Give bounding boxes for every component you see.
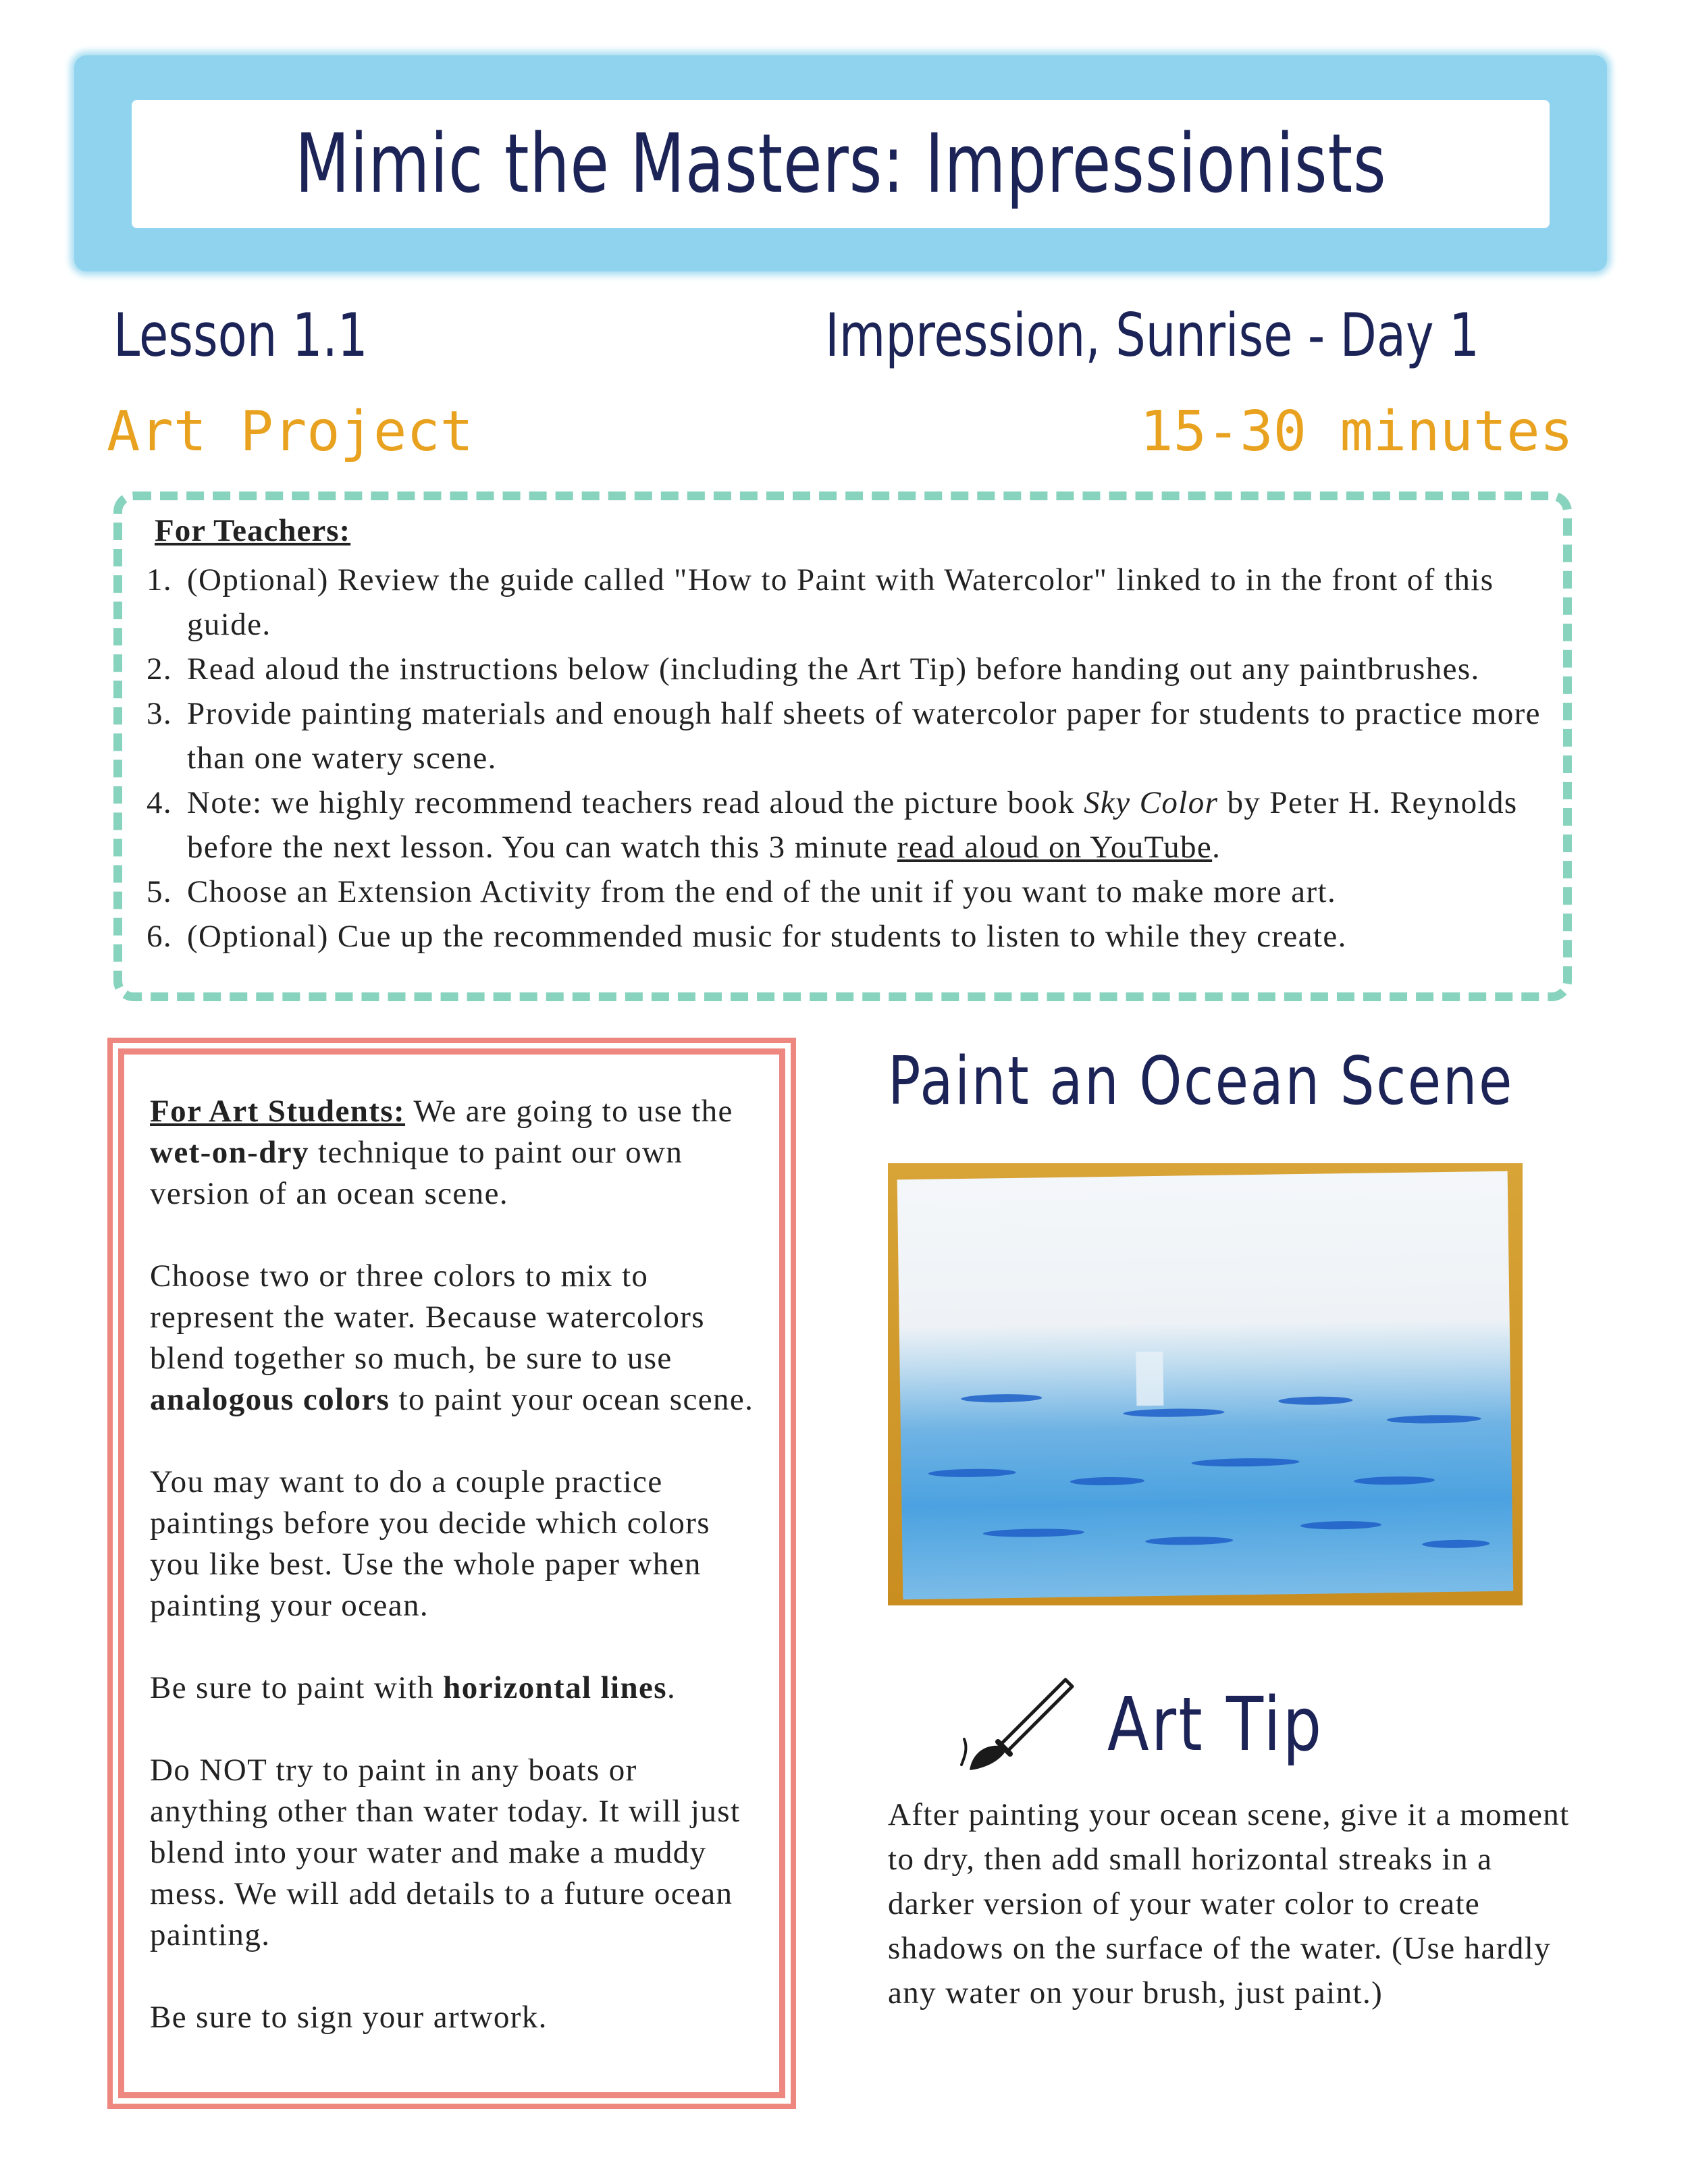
students-paragraph: You may want to do a couple practice paintings before you decide which colors you like best. Use the whole paper when painting your ocean.: [150, 1464, 710, 1623]
students-paragraph: For Art Students: We are going to use the wet-on-dry technique to paint our own version of an ocean scene.: [150, 1094, 733, 1211]
students-box: [118, 1048, 785, 2098]
list-item: 1. (Optional) Review the guide called "How to Paint with Watercolor" linked to in the front of this guide.: [147, 562, 1494, 642]
teachers-heading: For Teachers:: [155, 513, 351, 548]
duration: 15-30 minutes: [1140, 400, 1573, 464]
list-item: 5. Choose an Extension Activity from the end of the unit if you want to make more art.: [147, 874, 1337, 909]
students-text: [150, 1091, 758, 2038]
paint-streak: [928, 1468, 1016, 1478]
paint-streak: [1070, 1476, 1144, 1486]
project-type: Art Project: [107, 400, 474, 464]
ocean-painting-photo: [888, 1163, 1523, 1605]
list-item: 2. Read aloud the instructions below (including the Art Tip) before handing out any paintbrushes.: [147, 651, 1480, 687]
students-heading: For Art Students:: [150, 1094, 406, 1129]
students-paragraph: Be sure to sign your artwork.: [150, 2000, 548, 2035]
teachers-heading-text: For Teachers: [155, 513, 340, 548]
page-title: Mimic the Masters: Impressionists: [294, 117, 1387, 211]
scene-heading: Paint an Ocean Scene: [888, 1043, 1514, 1120]
watercolor-paper: [897, 1171, 1514, 1600]
paper-highlight: [1136, 1352, 1163, 1406]
paint-streak: [1123, 1408, 1224, 1418]
paint-streak: [1300, 1520, 1381, 1530]
paint-streak: [983, 1528, 1084, 1538]
teachers-box: [113, 491, 1572, 1001]
paint-streak: [1354, 1476, 1435, 1485]
teachers-list: [147, 558, 1551, 959]
paint-streak: [1422, 1539, 1489, 1548]
students-paragraph: Choose two or three colors to mix to represent the water. Because watercolors blend together so much, be sure to use analogous colors to paint your ocean scene.: [150, 1258, 754, 1417]
list-item: 6. (Optional) Cue up the recommended music for students to listen to while they create.: [147, 919, 1347, 954]
title-banner-inner: [132, 100, 1550, 228]
list-item: 3. Provide painting materials and enough half sheets of watercolor paper for students to practice more than one watery scene.: [147, 696, 1541, 776]
paint-streak: [1387, 1414, 1481, 1424]
paint-streak: [1278, 1396, 1352, 1406]
title-banner: [74, 55, 1607, 271]
youtube-link[interactable]: read aloud on YouTube: [897, 830, 1213, 865]
students-paragraph: Do NOT try to paint in any boats or anything other than water today. It will just blend into your water and make a muddy mess. We will add details to a future ocean painting.: [150, 1753, 741, 1952]
art-tip-heading: Art Tip: [1107, 1681, 1324, 1767]
art-tip-text: After painting your ocean scene, give it a moment to dry, then add small horizontal streaks in a darker version of your water color to create shadows on the surface of the water. (Use hardly any water on your brush, just paint.): [888, 1797, 1570, 2010]
book-title: Sky Color: [1084, 785, 1219, 820]
paintbrush-icon: [959, 1674, 1077, 1776]
lesson-title: Impression, Sunrise - Day 1: [825, 300, 1479, 370]
list-item: 4. Note: we highly recommend teachers read aloud the picture book Sky Color by Peter H. Reynolds before the next lesson. You can watch this 3 minute read aloud on YouTube.: [147, 785, 1518, 865]
paint-streak: [961, 1393, 1042, 1403]
paint-streak: [1145, 1536, 1233, 1545]
lesson-number: Lesson 1.1: [113, 300, 368, 370]
students-paragraph: Be sure to paint with horizontal lines.: [150, 1670, 677, 1705]
paint-streak: [1192, 1458, 1300, 1467]
